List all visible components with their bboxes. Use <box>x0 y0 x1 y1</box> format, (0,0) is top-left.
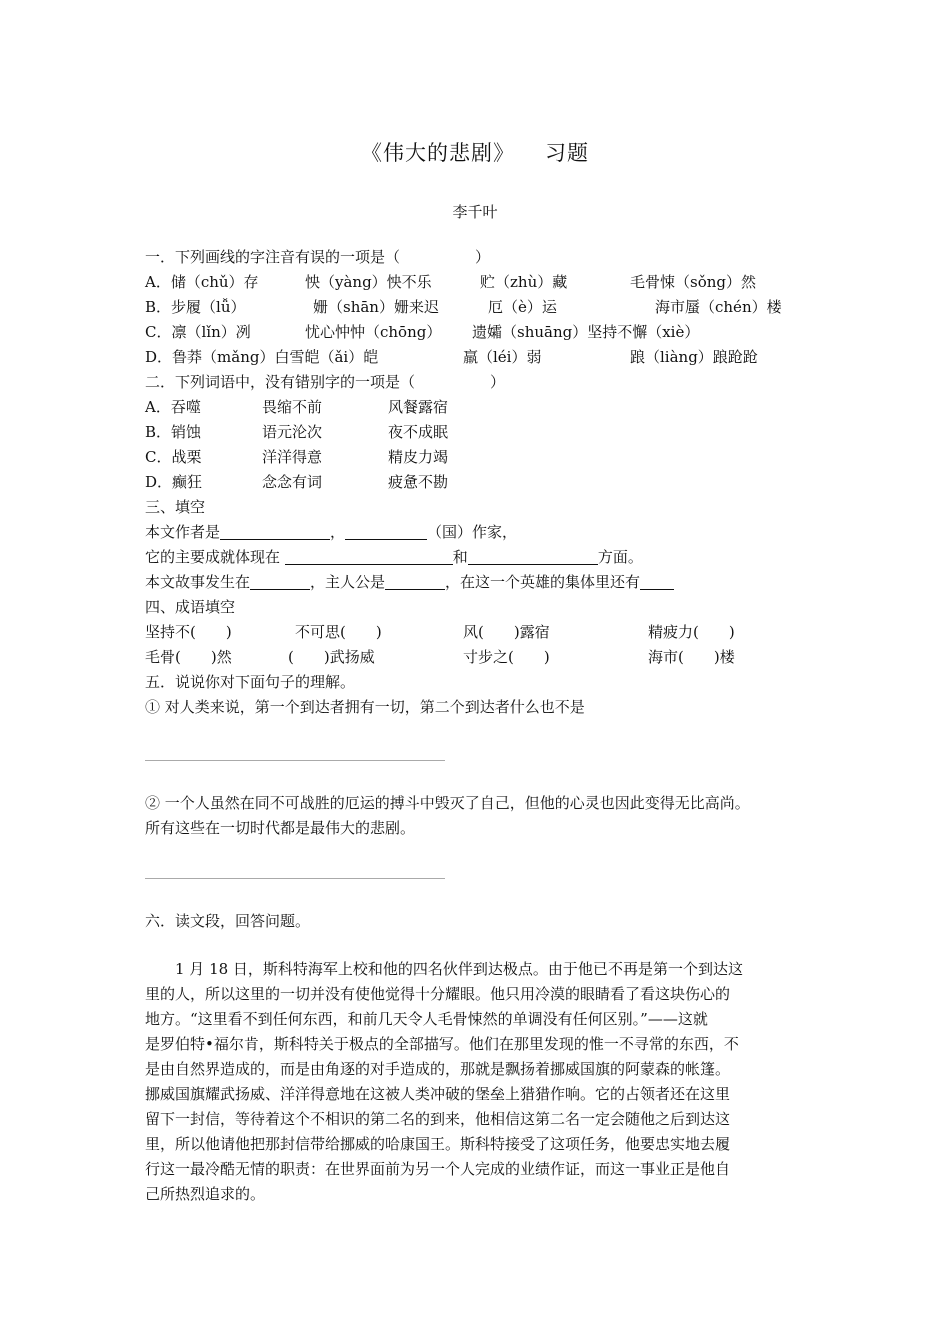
q2-option-c: C．战栗 洋洋得意 精皮力竭 <box>145 448 449 466</box>
blank-achievement-2[interactable] <box>468 550 598 565</box>
passage-line: 地方。“这里看不到任何东西，和前几天令人毛骨悚然的单调没有任何区别。”——这就 <box>145 1010 708 1028</box>
q1-option-d: D．鲁莽（mǎng）白雪皑（ǎi）皑 羸（léi）弱 踉（liàng）踉跄跄 <box>145 348 758 366</box>
q2-option-a: A．吞噬 畏缩不前 风餐露宿 <box>145 398 449 416</box>
blank-achievement-1[interactable] <box>285 550 453 565</box>
q1-stem: 一．下列画线的字注音有误的一项是（ ） <box>145 248 491 266</box>
q4-heading: 四、成语填空 <box>145 598 236 616</box>
passage-line: 1 月 18 日，斯科特海军上校和他的四名伙伴到达极点。由于他已不再是第一个到达这 <box>145 960 743 978</box>
author-name: 李千叶 <box>452 203 498 221</box>
q1-option-c: C．凛（lǐn）冽 忧心忡忡（chōng） 遗孀（shuāng）坚持不懈（xiè） <box>145 323 700 341</box>
blank-place[interactable] <box>250 575 310 590</box>
passage-line: 己所热烈追求的。 <box>145 1185 266 1203</box>
q4-row-1: 坚持不( ) 不可思( ) 风( )露宿 精疲力( ) <box>145 623 735 641</box>
blank-country[interactable] <box>345 525 427 540</box>
answer-line-1[interactable] <box>145 760 445 761</box>
q1-option-a: A．储（chǔ）存 怏（yàng）怏不乐 贮（zhù）藏 毛骨悚（sǒng）然 <box>145 273 756 291</box>
q5-sentence-2b: 所有这些在一切时代都是最伟大的悲剧。 <box>145 819 416 837</box>
answer-line-2[interactable] <box>145 878 445 879</box>
q5-sentence-1: ① 对人类来说，第一个到达者拥有一切，第二个到达者什么也不是 <box>145 698 585 716</box>
q3-line-2: 它的主要成就体现在 和 方面。 <box>145 548 643 566</box>
q6-heading: 六．读文段，回答问题。 <box>145 912 311 930</box>
q2-option-b: B．销蚀 语元沦次 夜不成眠 <box>145 423 449 441</box>
passage-line: 是罗伯特•福尔肯，斯科特关于极点的全部描写。他们在那里发现的惟一不寻常的东西，不 <box>145 1035 739 1053</box>
q3-line-3: 本文故事发生在 ，主人公是 ，在这一个英雄的集体里还有 <box>145 572 674 592</box>
q4-row-2: 毛骨( )然 ( )武扬威 寸步之( ) 海市( )楼 <box>145 648 735 666</box>
reading-passage <box>145 957 810 1207</box>
blank-others[interactable] <box>640 575 674 590</box>
title-suffix: 习题 <box>545 141 589 165</box>
q2-stem: 二．下列词语中，没有错别字的一项是（ ） <box>145 373 506 391</box>
page-title <box>0 137 950 167</box>
blank-protagonist[interactable] <box>385 575 445 590</box>
blank-author[interactable] <box>220 525 330 540</box>
passage-line: 挪威国旗耀武扬威、洋洋得意地在这被人类冲破的堡垒上猎猎作响。它的占领者还在这里 <box>145 1085 731 1103</box>
passage-line: 里的人，所以这里的一切并没有使他觉得十分耀眼。他只用冷漠的眼睛看了看这块伤心的 <box>145 985 731 1003</box>
title-book: 《伟大的悲剧》 <box>361 141 515 165</box>
q2-option-d: D．癫狂 念念有词 疲惫不勘 <box>145 473 449 491</box>
q5-heading: 五．说说你对下面句子的理解。 <box>145 673 356 691</box>
passage-line: 里，所以他请他把那封信带给挪威的哈康国王。斯科特接受了这项任务，他要忠实地去履 <box>145 1135 731 1153</box>
passage-line: 留下一封信，等待着这个不相识的第二名的到来，他相信这第二名一定会随他之后到达这 <box>145 1110 731 1128</box>
passage-line: 行这一最冷酷无情的职责：在世界面前为另一个人完成的业绩作证，而这一事业正是他自 <box>145 1160 731 1178</box>
q5-sentence-2a: ② 一个人虽然在同不可战胜的厄运的搏斗中毁灭了自己，但他的心灵也因此变得无比高尚。 <box>145 794 750 812</box>
q3-line-1: 本文作者是 ， （国）作家， <box>145 523 518 541</box>
passage-line: 是由自然界造成的，而是由角逐的对手造成的，那就是飘扬着挪威国旗的阿蒙森的帐篷。 <box>145 1060 731 1078</box>
q1-option-b: B．步履（lǚ） 姗（shān）姗来迟 厄（è）运 海市蜃（chén）楼 <box>145 298 782 316</box>
q3-heading: 三、填空 <box>145 498 206 516</box>
